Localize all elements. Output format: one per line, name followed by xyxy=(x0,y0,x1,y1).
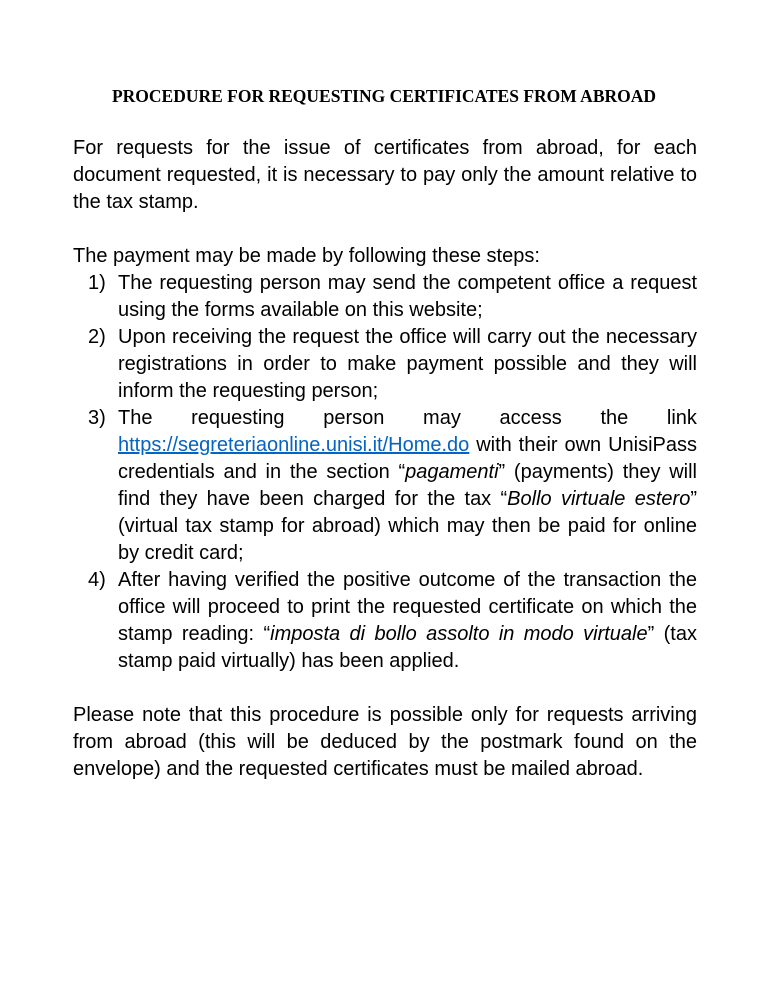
step-text: ” (tax stamp paid virtually) has been applied. xyxy=(118,623,697,672)
emphasis-imposta-di-bollo: imposta di bollo assolto in modo virtuale xyxy=(270,623,648,645)
closing-note: Please note that this procedure is possible only for requests arriving from abroad (this will be deduced by the postmark found on the envelope) and the requested certificates must be mailed abroad. xyxy=(73,704,697,780)
step-item-4 xyxy=(73,567,697,675)
steps-intro: The payment may be made by following these steps: xyxy=(73,245,540,267)
step-word: person xyxy=(323,407,385,429)
step-text: Upon receiving the request the office will carry out the necessary registrations in order to make payment possible and they will inform the requesting person; xyxy=(118,326,697,402)
intro-paragraph: For requests for the issue of certificates from abroad, for each document requested, it is necessary to pay only the amount relative to the tax stamp. xyxy=(73,137,697,213)
step-number: 4) xyxy=(88,569,106,591)
step-word: requesting xyxy=(191,407,285,429)
step-text: ” (payments) they will find they have been charged for the tax “ xyxy=(118,461,697,510)
steps-list xyxy=(73,270,697,675)
step-word: The xyxy=(118,407,153,429)
step-number: 2) xyxy=(88,326,106,348)
segreteria-online-link[interactable]: https://segreteriaonline.unisi.it/Home.do xyxy=(118,434,470,456)
step-text: After having verified the positive outcome of the transaction the office will proceed to print the requested certificate on which the stamp reading: “ xyxy=(118,569,697,645)
emphasis-pagamenti: pagamenti xyxy=(405,461,499,483)
step-word: link xyxy=(666,407,697,429)
step-text: with their own UnisiPass credentials and in the section “ xyxy=(118,434,697,483)
step-word: the xyxy=(600,407,629,429)
step-word: access xyxy=(499,407,562,429)
step-3-rest xyxy=(118,432,697,567)
step-3-first-line xyxy=(118,405,697,432)
emphasis-bollo-virtuale: Bollo virtuale estero xyxy=(507,488,691,510)
step-number: 1) xyxy=(88,272,106,294)
step-text: ” (virtual tax stamp for abroad) which may then be paid for online by credit card; xyxy=(118,488,697,564)
step-number: 3) xyxy=(88,407,106,429)
step-item-2 xyxy=(73,324,697,405)
step-item-1 xyxy=(73,270,697,324)
step-text: The requesting person may send the competent office a request using the forms available on this website; xyxy=(118,272,697,321)
step-item-3 xyxy=(73,405,697,567)
document-title: PROCEDURE FOR REQUESTING CERTIFICATES FROM ABROAD xyxy=(111,86,657,106)
document-body xyxy=(73,135,697,783)
step-word: may xyxy=(423,407,461,429)
